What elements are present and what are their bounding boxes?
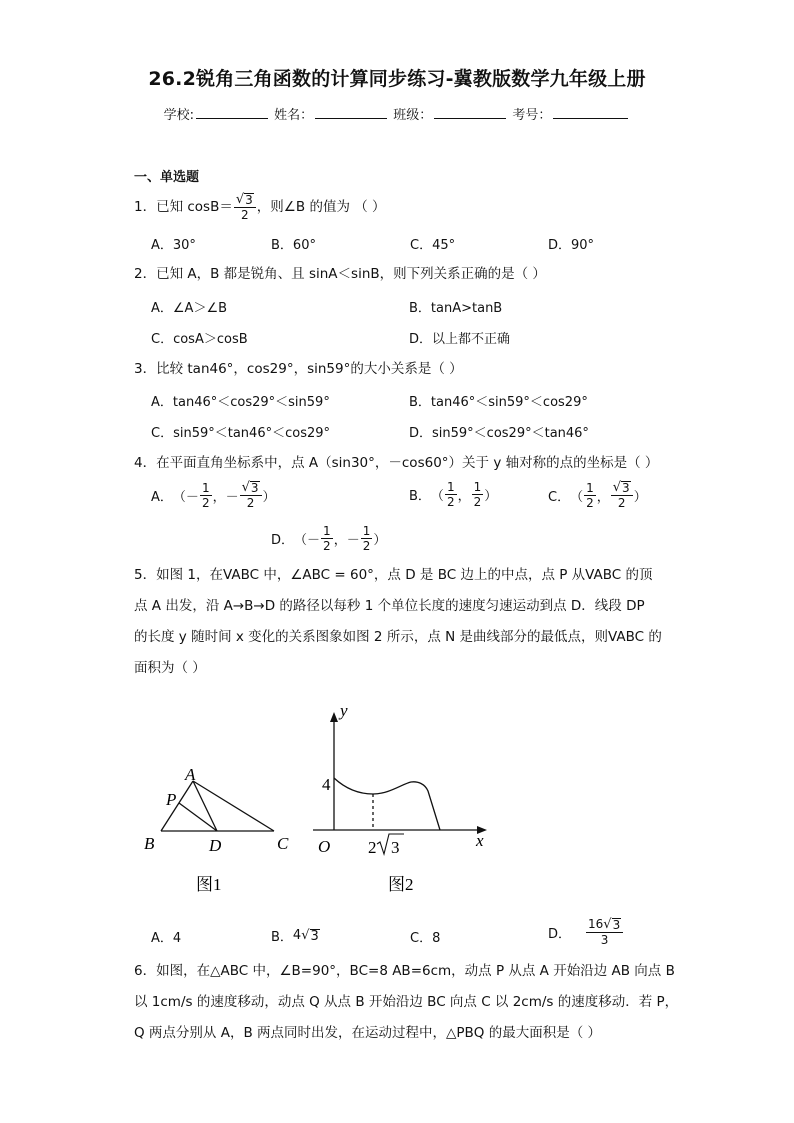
segment-pd	[179, 803, 217, 831]
q1-stem-start: 1．已知 cosB＝	[134, 199, 233, 215]
q2-option-c[interactable]: C．cosA＞cosB	[151, 332, 248, 347]
document-title: 26.2锐角三角函数的计算同步练习-冀教版数学九年级上册	[148, 68, 646, 90]
question-2: 2．已知 A，B 都是锐角、且 sinA＜sinB，则下列关系正确的是（ ）	[134, 266, 546, 282]
q1-fraction: √ 3 2	[234, 192, 256, 222]
label-d: D	[209, 836, 222, 855]
origin-label: O	[318, 837, 331, 856]
q5-option-a[interactable]: A．4	[151, 931, 182, 946]
q1-stem-end: ，则∠B 的值为 （ ）	[256, 199, 386, 215]
q1-option-d[interactable]: D．90°	[548, 238, 595, 253]
figure-1-caption: 图1	[196, 875, 222, 894]
question-6: 6．如图，在△ABC 中，∠B=90°，BC=8 AB=6cm，动点 P 从点 A 开始沿边 AB 向点 B 以 1cm/s 的速度移动，动点 Q 从点 B 开始沿边 BC 向点 C 以 2cm/s 的速度移动．若 P，Q 两点分别从 A，B 两点同时出发，在运动过程中，△PBQ 的最大面积是（ ）	[134, 963, 679, 1041]
figure-1-triangle	[140, 760, 300, 900]
x-value-root: 3	[391, 838, 400, 857]
q2-option-b[interactable]: B．tanA>tanB	[409, 301, 503, 316]
q1-frac-denominator: 2	[241, 208, 249, 222]
question-3: 3．比较 tan46°，cos29°，sin59°的大小关系是（ ）	[134, 361, 463, 377]
x-value-coef: 2	[368, 838, 377, 857]
name-blank[interactable]	[315, 106, 387, 119]
question-5: 5．如图 1，在VABC 中，∠ABC = 60°，点 D 是 BC 边上的中点，点 P 从VABC 的顶点 A 出发，沿 A→B→D 的路径以每秒 1 个单位长度的速度匀速运动到点 D．线段 DP 的长度 y 随时间 x 变化的关系图象如图 2 所示，点 N 是曲线部分的最低点，则VABC 的面积为（ ）	[134, 567, 662, 676]
figure-2-caption: 图2	[388, 875, 414, 894]
q1-option-a[interactable]: A．30°	[151, 238, 196, 253]
q1-option-c[interactable]: C．45°	[410, 238, 456, 253]
q1-option-b[interactable]: B．60°	[271, 238, 316, 253]
q3-option-b[interactable]: B．tan46°＜sin59°＜cos29°	[409, 395, 588, 410]
q1-frac-numerator: 3	[245, 193, 253, 207]
x-axis-label: x	[476, 831, 484, 850]
name-label: 姓名：	[274, 108, 314, 123]
q2-option-d[interactable]: D．以上都不正确	[409, 332, 511, 347]
number-blank[interactable]	[553, 106, 628, 119]
number-label: 考号：	[512, 108, 552, 123]
school-blank[interactable]	[196, 106, 268, 119]
q4-option-b[interactable]: B． （ $\frac{1}{2}$ ， $\frac{1}{2}$ ）	[409, 480, 498, 509]
class-blank[interactable]	[434, 106, 506, 119]
student-info-line	[0, 104, 794, 123]
question-1	[134, 192, 386, 222]
q5-option-c[interactable]: C．8	[410, 931, 441, 946]
q5-option-b[interactable]: B． 4 √ 3	[271, 928, 319, 945]
graph-curve	[334, 778, 440, 830]
y-axis-label: y	[340, 701, 348, 720]
q3-option-d[interactable]: D．sin59°＜cos29°＜tan46°	[409, 426, 589, 441]
class-label: 班级：	[393, 108, 433, 123]
label-c: C	[277, 834, 289, 853]
q3-option-a[interactable]: A．tan46°＜cos29°＜sin59°	[151, 395, 330, 410]
y-axis-arrow	[330, 712, 338, 722]
q4-option-c[interactable]: C． （ $\frac{1}{2}$ ， √ 3 2 ）	[548, 480, 647, 510]
question-4: 4．在平面直角坐标系中，点 A（sin30°，－cos60°）关于 y 轴对称的点的坐标是（ ）	[134, 455, 659, 471]
y-value-4: 4	[322, 775, 331, 794]
q4-option-a[interactable]: A． （ － $\frac{1}{2}$ ， － √ 3 2 ）	[151, 480, 276, 510]
q5-option-d[interactable]: D． 16 √ 3 3	[548, 917, 624, 947]
label-a: A	[185, 765, 196, 784]
q3-option-c[interactable]: C．sin59°＜tan46°＜cos29°	[151, 426, 331, 441]
section-heading: 一、单选题	[134, 170, 200, 185]
q2-option-a[interactable]: A．∠A＞∠B	[151, 301, 228, 316]
figure-2-graph	[305, 700, 500, 900]
q4-option-d[interactable]: D． （ － $\frac{1}{2}$ ， － $\frac{1}{2}$ ）	[271, 524, 387, 553]
label-b: B	[144, 834, 155, 853]
school-label: 学校:	[163, 108, 194, 123]
label-p: P	[166, 790, 177, 809]
